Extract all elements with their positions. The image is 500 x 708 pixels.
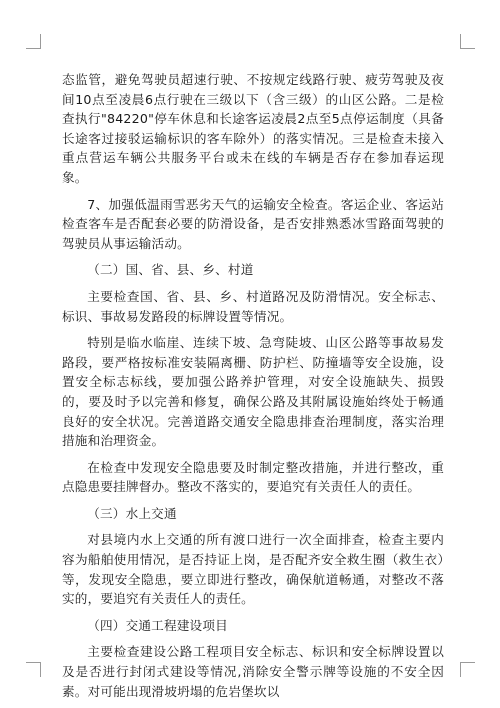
paragraph-weather-safety: 7、加强低温雨雪恶劣天气的运输安全检查。客运企业、客运站检查客车是否配套必要的防滑设备，是否安排熟悉冰雪路面驾驶的驾驶员从事运输活动。 bbox=[62, 196, 444, 251]
paragraph-hazard-sections: 特别是临水临崖、连续下坡、急弯陡坡、山区公路等事故易发路段，要严格按标准安装隔离栅、防护栏、防撞墙等安全设施，设置安全标志标线，要加强公路养护管理，对安全设施缺失、损毁的，要及时予以完善和修复，确保公路及其附属设施始终处于畅通良好的安全状况。完善道路交通安全隐患排查治理制度，落实治理措施和治理资金。 bbox=[62, 335, 444, 449]
crop-mark-top-right bbox=[460, 34, 475, 49]
section-heading-construction: （四）交通工程建设项目 bbox=[87, 617, 228, 633]
paragraph-ferry-inspection: 对县境内水上交通的所有渡口进行一次全面排查，检查主要内容为船舶使用情况，是否持证上岗，是否配齐安全救生圈（救生衣）等，发现安全隐患，要立即进行整改，确保航道畅通，对整改不落实的，要追究有关责任人的责任。 bbox=[62, 532, 444, 607]
crop-mark-top-left bbox=[26, 34, 41, 49]
document-body bbox=[62, 70, 444, 708]
crop-mark-bottom-right bbox=[460, 662, 475, 677]
crop-mark-bottom-left bbox=[26, 662, 41, 677]
paragraph-road-inspection: 主要检查国、省、县、乡、村道路况及防滑情况。安全标志、标识、事故易发路段的标牌设置等情况。 bbox=[62, 288, 444, 324]
paragraph-continuation: 态监管，避免驾驶员超速行驶、不按规定线路行驶、疲劳驾驶及夜间10点至凌晨6点行驶在三级以下（含三级）的山区公路。二是检查执行"84220"停车休息和长途客运凌晨2点至5点停运制度（具备长途客过接驳运输标识的客车除外）的落实情况。三是检查未接入重点营运车辆公共服务平台或未在线的车辆是否存在参加春运现象。 bbox=[62, 72, 444, 185]
paragraph-construction-inspection: 主要检查建设公路工程项目安全标志、标识和安全标牌设置以及是否进行封闭式建设等情况,消除安全警示牌等设施的不安全因素。对可能出现滑坡坍塌的危岩堡坎以 bbox=[62, 644, 444, 699]
paragraph-rectification: 在检查中发现安全隐患要及时制定整改措施，并进行整改，重点隐患要挂牌督办。整改不落实的，要追究有关责任人的责任。 bbox=[62, 459, 444, 495]
section-heading-water-transport: （三）水上交通 bbox=[87, 505, 177, 521]
section-heading-roads: （二）国、省、县、乡、村道 bbox=[87, 262, 254, 278]
